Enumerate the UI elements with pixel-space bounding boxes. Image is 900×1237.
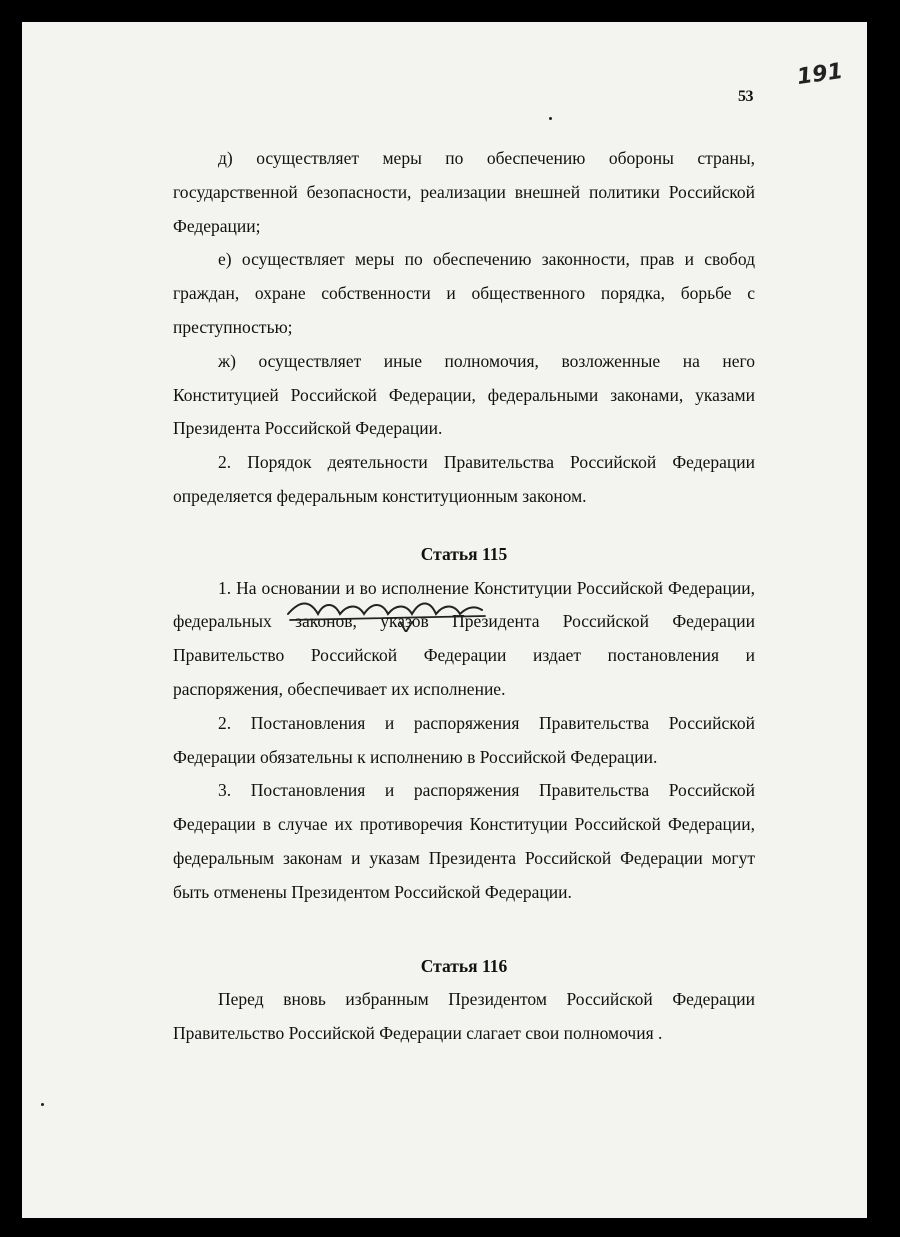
article-116-paragraph: Перед вновь избранным Президентом Российской Федерации Правительство Российской Федерации слагает свои полномочия . <box>173 989 755 1044</box>
article-115-paragraph-3: 3. Постановления и распоряжения Правительства Российской Федерации в случае их противоречия Конституции Российской Федерации, федеральным законам и указам Президента Российской Федерации могут быть отменены Президентом Российской Федерации. <box>173 780 755 902</box>
handwritten-annotation <box>280 592 490 632</box>
article-115-heading: Статья 115 <box>420 543 508 564</box>
article-115-paragraph-2: 2. Постановления и распоряжения Правительства Российской Федерации обязательны к исполнению в Российской Федерации. <box>173 712 755 767</box>
paragraph-d: д) осуществляет меры по обеспечению обороны страны, государственной безопасности, реализации внешней политики Российской Федерации; <box>173 148 755 236</box>
article-116-heading: Статья 116 <box>420 955 508 976</box>
article-115-paragraph-1: 1. На основании и во исполнение Конституции Российской Федерации, федеральных законов, указов Президента Российской Федерации Правительство Российской Федерации издает постановления и распоряжения, обеспечивает их исполнение. <box>173 577 755 699</box>
paragraph-zh: ж) осуществляет иные полномочия, возложенные на него Конституцией Российской Федерации, федеральными законами, указами Президента Российской Федерации. <box>173 350 755 439</box>
paragraph-2: 2. Порядок деятельности Правительства Российской Федерации определяется федеральным конституционным законом. <box>173 452 755 506</box>
document-page <box>22 22 867 1218</box>
article-116 <box>173 950 755 1051</box>
speck <box>41 1103 44 1106</box>
paragraph-e: е) осуществляет меры по обеспечению законности, прав и свобод граждан, охране собственности и общественного порядка, борьбе с преступностью; <box>173 249 755 337</box>
continuation-section <box>173 142 755 514</box>
speck <box>549 117 552 120</box>
page-number-printed: 53 <box>738 88 753 105</box>
page-number-handwritten: 191 <box>795 58 845 91</box>
